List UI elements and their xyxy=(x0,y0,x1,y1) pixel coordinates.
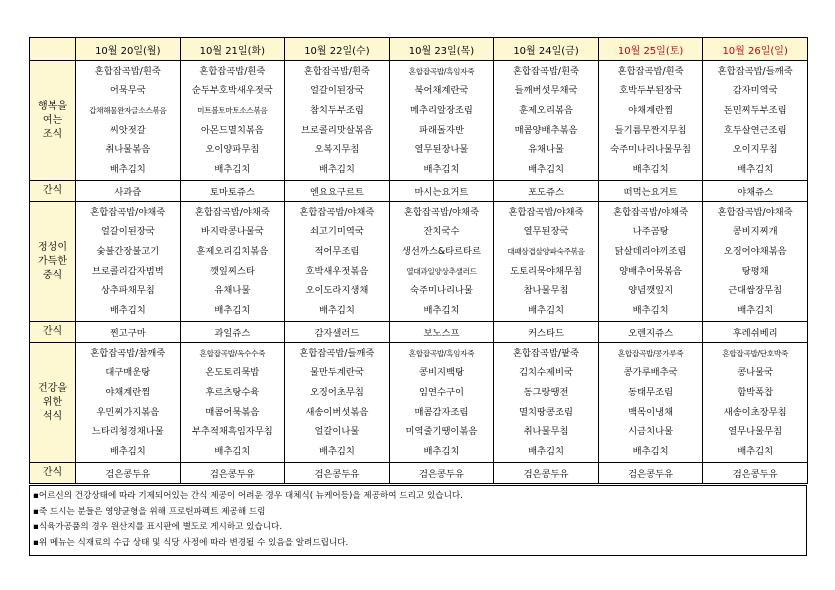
note-line: ▪어르신의 건강상태에 따라 기제되어있는 간식 제공이 어려운 경우 대체식( 뉴케어등)을 제공하여 드리고 있습니다. xyxy=(33,491,463,501)
menu-item: 들기름무짠지무침 xyxy=(614,124,687,136)
menu-item: 멸치땅콩조림 xyxy=(519,406,573,418)
menu-cell xyxy=(598,61,703,181)
menu-item: 브로콜리감자범벅 xyxy=(91,265,164,277)
menu-item: 매콤양배추볶음 xyxy=(514,124,578,136)
menu-item: 취나물볶음 xyxy=(105,144,151,156)
meal-label xyxy=(30,343,76,463)
menu-item: 얼갈이나물 xyxy=(314,426,360,438)
menu-item: 파래돌자반 xyxy=(419,124,464,136)
snack-row-snack-1 xyxy=(30,181,808,202)
menu-item: 호박새우젓볶음 xyxy=(305,265,369,277)
snack-cell: 검은콩두유 xyxy=(598,463,703,484)
menu-item: 쇠고기미역국 xyxy=(309,226,364,238)
snack-cell: 떠먹는요거트 xyxy=(598,181,703,202)
menu-item: 동태무조림 xyxy=(628,386,674,398)
menu-item: 배추김치 xyxy=(632,304,669,316)
note-line: ▪죽 드시는 분들은 영양균형을 위해 프로틴파펙트 제공해 드림 xyxy=(33,506,266,517)
meal-label-line: 정성이 xyxy=(38,241,67,253)
menu-item: 혼합잡곡밥/흰죽 xyxy=(513,65,580,77)
meal-label-line: 위한 xyxy=(42,396,63,408)
snack-cell: 커스타드 xyxy=(494,322,599,343)
snack-cell: 검은콩두유 xyxy=(180,463,285,484)
menu-item: 참치두부조림 xyxy=(309,104,364,116)
menu-item: 배추김치 xyxy=(109,163,146,175)
menu-cell xyxy=(76,343,181,463)
menu-item: 배추김치 xyxy=(214,163,251,175)
menu-item: 혼합잡곡밥/야채죽 xyxy=(508,206,584,218)
menu-item: 콩비지찌개 xyxy=(732,226,778,238)
menu-item: 바지락콩나물국 xyxy=(200,226,264,238)
menu-item: 배추김치 xyxy=(528,304,564,316)
menu-cell xyxy=(180,343,285,463)
menu-item: 배추김치 xyxy=(737,304,774,316)
menu-item: 숙주미나리나물무침 xyxy=(610,144,691,156)
menu-item: 혼합잡곡밥/흑임자죽 xyxy=(408,66,475,76)
day-header-wed: 10월 22일(수) xyxy=(285,38,390,61)
meal-label-line: 간식 xyxy=(42,185,63,196)
menu-cell xyxy=(389,61,494,181)
menu-item: 열무된장국 xyxy=(523,226,569,238)
menu-item: 후르츠탕수육 xyxy=(205,386,260,398)
menu-item: 시금치나물 xyxy=(628,426,674,438)
menu-item: 근대쌈장무침 xyxy=(728,285,783,297)
menu-item: 콩비지백탕 xyxy=(419,367,464,379)
day-header-sat: 10월 25일(토) xyxy=(598,38,703,61)
menu-item: 배추김치 xyxy=(318,445,355,457)
menu-item: 배추김치 xyxy=(423,445,460,457)
snack-row-snack-3 xyxy=(30,463,808,484)
snack-cell: 후레쉬베리 xyxy=(703,322,808,343)
menu-item: 어묵무국 xyxy=(109,85,146,97)
snack-cell: 사과즙 xyxy=(76,181,181,202)
day-header-thu: 10월 23일(목) xyxy=(389,38,494,61)
menu-item: 임연수구이 xyxy=(419,386,464,398)
menu-item: 배추김치 xyxy=(528,163,564,175)
menu-item: 배추김치 xyxy=(737,445,774,457)
menu-item: 순두부호박새우젓국 xyxy=(191,85,273,97)
menu-item: 생선까스&타르타르 xyxy=(401,245,482,257)
menu-cell xyxy=(494,202,599,322)
menu-cell xyxy=(389,202,494,322)
menu-item: 오징어초무침 xyxy=(309,386,364,398)
menu-item: 혼합잡곡밥/흑임자죽 xyxy=(408,348,475,358)
snack-cell: 마시는요거트 xyxy=(389,181,494,202)
menu-item: 백목이냉채 xyxy=(628,406,674,418)
meal-label-line: 건강을 xyxy=(38,382,67,394)
menu-item: 배추김치 xyxy=(528,445,564,457)
menu-item: 배추김치 xyxy=(109,445,146,457)
menu-cell xyxy=(494,343,599,463)
snack-cell: 검은콩두유 xyxy=(389,463,494,484)
menu-item: 오이양파무침 xyxy=(205,144,260,156)
menu-item: 상추파채무침 xyxy=(100,285,155,297)
note-line: ▪위 메뉴는 식재료의 수급 상태 및 식당 사정에 따라 변경될 수 있음을 알려드립니다. xyxy=(33,537,349,548)
menu-item: 탕평채 xyxy=(741,265,769,277)
snack-cell: 찐고구마 xyxy=(76,322,181,343)
menu-item: 혼합잡곡밥/야채죽 xyxy=(299,206,375,218)
menu-item: 유채나물 xyxy=(214,285,251,297)
snack-cell: 오렌지쥬스 xyxy=(598,322,703,343)
day-header-sun: 10월 26일(일) xyxy=(703,38,808,61)
corner-cell xyxy=(30,38,76,61)
menu-item: 양념깻잎지 xyxy=(628,285,674,297)
meal-label xyxy=(30,322,76,343)
menu-item: 배추김치 xyxy=(423,304,460,316)
menu-item: 배추김치 xyxy=(423,163,460,175)
meal-label xyxy=(30,202,76,322)
menu-cell xyxy=(180,202,285,322)
menu-item: 돈민찌두부조림 xyxy=(723,104,787,116)
menu-cell xyxy=(76,202,181,322)
menu-item: 호박두부된장국 xyxy=(619,85,683,97)
snack-cell: 포도쥬스 xyxy=(494,181,599,202)
header-row xyxy=(30,38,808,61)
menu-item: 나주곰탕 xyxy=(632,226,669,238)
menu-cell xyxy=(598,202,703,322)
menu-item: 배추김치 xyxy=(214,445,251,457)
menu-item: 북어채계란국 xyxy=(414,85,469,97)
menu-item: 부추적채흑임자무침 xyxy=(191,426,273,438)
menu-item: 배추김치 xyxy=(318,304,355,316)
menu-item: 배추김치 xyxy=(318,163,355,175)
menu-item: 메추리알장조림 xyxy=(410,104,473,116)
meal-row-lunch xyxy=(30,202,808,322)
menu-item: 오이도라지생채 xyxy=(305,285,369,297)
menu-item: 대구매운탕 xyxy=(105,367,151,379)
menu-item: 오복지무침 xyxy=(314,144,360,156)
menu-cell xyxy=(598,343,703,463)
snack-cell: 과일쥬스 xyxy=(180,322,285,343)
menu-item: 물만두계란국 xyxy=(309,367,364,379)
menu-item: 콩가루배추국 xyxy=(623,367,678,379)
meal-label xyxy=(30,181,76,202)
menu-item: 혼합잡곡밥/야채죽 xyxy=(194,206,270,218)
meal-label-line: 석식 xyxy=(42,410,63,422)
menu-item: 훈제오리김치볶음 xyxy=(196,245,269,257)
menu-item: 혼합잡곡밥/참깨죽 xyxy=(90,347,166,359)
meal-row-dinner xyxy=(30,343,808,463)
meal-label-line: 행복을 xyxy=(38,100,67,112)
menu-item: 숙주미나리나물 xyxy=(410,285,473,297)
menu-item: 혼합잡곡밥/콩가루죽 xyxy=(617,348,684,358)
menu-item: 얼갈이된장국 xyxy=(309,85,364,97)
menu-item: 브로콜리맛살볶음 xyxy=(300,124,373,136)
menu-item: 배추김치 xyxy=(109,304,146,316)
menu-item: 혼합잡곡밥/단호박죽 xyxy=(722,348,788,358)
menu-item: 콩나물국 xyxy=(737,367,774,379)
menu-item: 열무나물무침 xyxy=(728,426,783,438)
day-header-tue: 10월 21일(화) xyxy=(180,38,285,61)
menu-item: 배추김치 xyxy=(632,163,669,175)
menu-item: 씨앗젓갈 xyxy=(109,124,146,136)
menu-cell xyxy=(180,61,285,181)
menu-item: 혼합잡곡밥/흰죽 xyxy=(94,65,161,77)
menu-item: 혼합잡곡밥/들깨죽 xyxy=(717,65,793,77)
meal-label-line: 중식 xyxy=(42,269,63,281)
menu-item: 오징어야채볶음 xyxy=(723,245,787,257)
snack-cell: 엔요요구르트 xyxy=(285,181,390,202)
menu-item: 혼합잡곡밥/들깨죽 xyxy=(299,347,375,359)
menu-item: 혼합잡곡밥/흰죽 xyxy=(303,65,370,77)
snack-cell: 감자샐러드 xyxy=(285,322,390,343)
menu-item: 혼합잡곡밥/야채죽 xyxy=(90,206,166,218)
meal-label-line: 간식 xyxy=(42,326,63,337)
menu-item: 취나물무침 xyxy=(523,426,569,438)
menu-cell xyxy=(703,343,808,463)
menu-item: 미역줄기땡이볶음 xyxy=(405,426,478,438)
menu-item: 참나물무침 xyxy=(523,285,569,297)
menu-cell xyxy=(494,61,599,181)
snack-cell: 검은콩두유 xyxy=(76,463,181,484)
menu-item: 혼합잡곡밥/팥죽 xyxy=(513,347,580,359)
menu-item: 느타리청경채나물 xyxy=(91,426,164,438)
menu-item: 동그랑땡전 xyxy=(523,386,569,398)
menu-cell xyxy=(389,343,494,463)
menu-item: 야채계란찜 xyxy=(105,386,151,398)
menu-item: 혼합잡곡밥/흰죽 xyxy=(617,65,684,77)
menu-item: 혼합잡곡밥/야채죽 xyxy=(613,206,689,218)
menu-item: 새송이버섯볶음 xyxy=(305,406,369,418)
snack-cell: 검은콩두유 xyxy=(285,463,390,484)
menu-item: 깻잎찌스타 xyxy=(209,265,255,277)
snack-cell: 야채쥬스 xyxy=(703,181,808,202)
menu-cell xyxy=(285,343,390,463)
weekly-menu-table xyxy=(29,37,808,484)
menu-item: 혼합잡곡밥/야채죽 xyxy=(717,206,793,218)
menu-item: 배추김치 xyxy=(737,163,774,175)
menu-item: 오이지무침 xyxy=(732,144,778,156)
meal-label-line: 여는 xyxy=(42,114,63,126)
menu-item: 아몬드멸치볶음 xyxy=(200,124,264,136)
menu-item: 미트볼토마토소스볶음 xyxy=(197,105,268,115)
menu-item: 열대과일양상추샐러드 xyxy=(406,266,477,276)
menu-cell xyxy=(285,202,390,322)
menu-item: 야채계란찜 xyxy=(628,104,674,116)
day-header-mon: 10월 20일(월) xyxy=(76,38,181,61)
menu-item: 김치수제비국 xyxy=(519,367,573,379)
snack-row-snack-2 xyxy=(30,322,808,343)
menu-item: 도토리묵야채무침 xyxy=(510,265,582,277)
menu-item: 배추김치 xyxy=(632,445,669,457)
menu-item: 온도토리묵밥 xyxy=(205,367,260,379)
meal-label xyxy=(30,61,76,181)
menu-item: 숯불간장불고기 xyxy=(96,245,160,257)
menu-item: 얼갈이된장국 xyxy=(100,226,155,238)
menu-item: 함박폭찹 xyxy=(737,386,774,398)
menu-item: 매콤어묵볶음 xyxy=(205,406,260,418)
meal-label-line: 조식 xyxy=(42,128,63,140)
menu-item: 적어무조림 xyxy=(314,245,360,257)
menu-item: 닭살데리야끼조림 xyxy=(614,245,687,257)
meal-label xyxy=(30,463,76,484)
menu-item: 들깨버섯무채국 xyxy=(514,85,578,97)
menu-cell xyxy=(703,61,808,181)
note-line: ▪식육가공품의 경우 원산지를 표시판에 별도로 게시하고 있습니다. xyxy=(33,522,283,532)
notes-box xyxy=(29,485,807,556)
menu-item: 갑채해물완자글소스볶음 xyxy=(89,105,167,115)
snack-cell: 토마토쥬스 xyxy=(180,181,285,202)
snack-cell: 보노스프 xyxy=(389,322,494,343)
meal-label-line: 간식 xyxy=(42,467,63,478)
menu-item: 잔치국수 xyxy=(423,226,460,238)
menu-item: 양배추어묵볶음 xyxy=(619,265,683,277)
day-header-fri: 10월 24일(금) xyxy=(494,38,599,61)
menu-cell xyxy=(703,202,808,322)
menu-item: 매콤감자조림 xyxy=(414,406,469,418)
menu-item: 대패삼겹살양파숙주볶음 xyxy=(507,246,585,256)
menu-item: 훈제오리볶음 xyxy=(519,104,573,116)
snack-cell: 검은콩두유 xyxy=(494,463,599,484)
menu-item: 유채나물 xyxy=(528,144,564,156)
meal-row-breakfast xyxy=(30,61,808,181)
meal-label-line: 가득한 xyxy=(38,255,67,267)
menu-item: 새송이초장무침 xyxy=(723,406,787,418)
menu-item: 혼합잡곡밥/옥수수죽 xyxy=(199,348,266,358)
menu-item: 혼합잡곡밥/야채죽 xyxy=(403,206,479,218)
menu-cell xyxy=(285,61,390,181)
menu-item: 혼합잡곡밥/흰죽 xyxy=(199,65,266,77)
menu-cell xyxy=(76,61,181,181)
menu-item: 열무된장나물 xyxy=(414,144,469,156)
menu-item: 감자미역국 xyxy=(732,85,778,97)
menu-item: 우민찌가지볶음 xyxy=(96,406,160,418)
snack-cell: 검은콩두유 xyxy=(703,463,808,484)
menu-item: 호두살연근조림 xyxy=(723,124,787,136)
menu-item: 배추김치 xyxy=(214,304,251,316)
